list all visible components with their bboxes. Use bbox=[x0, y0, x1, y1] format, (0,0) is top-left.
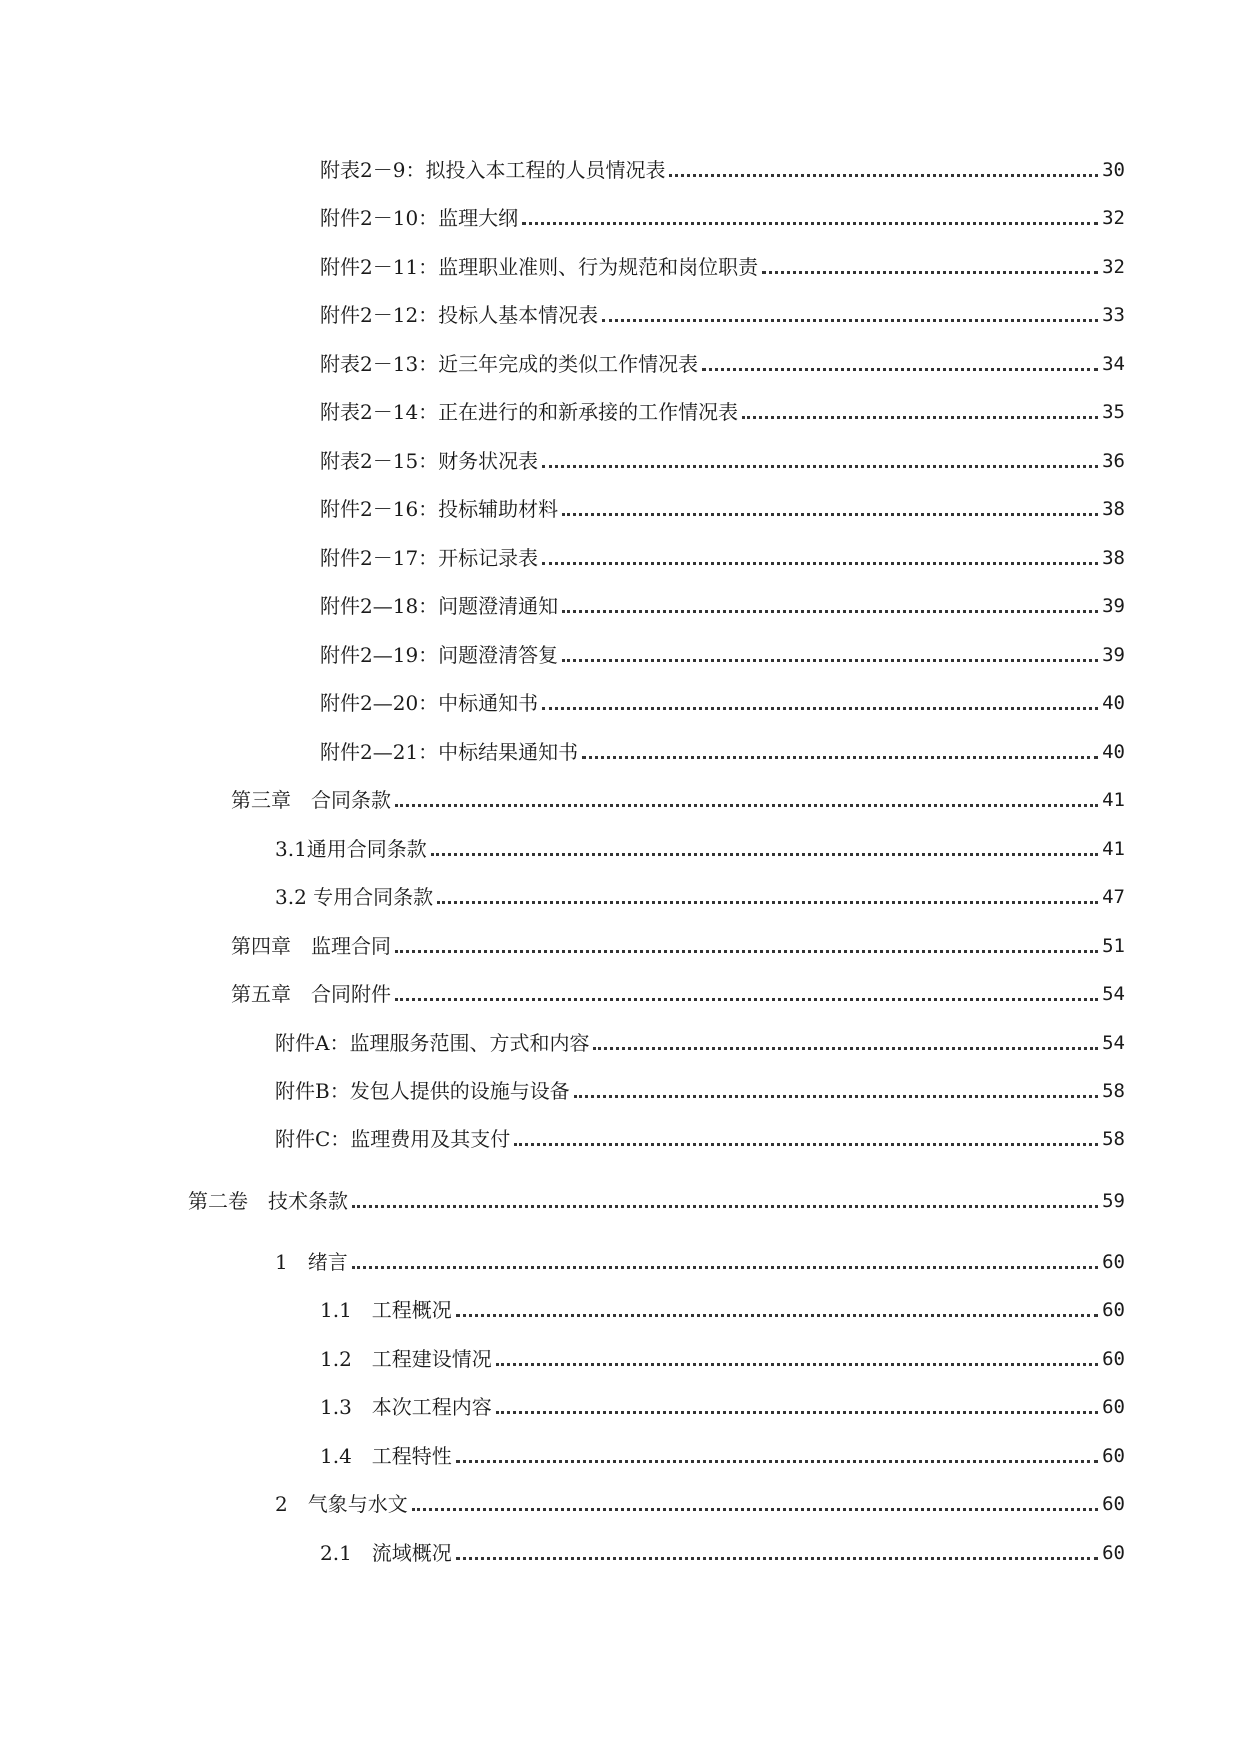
toc-entry-page: 58 bbox=[1102, 1128, 1125, 1150]
toc-entry-page: 59 bbox=[1102, 1190, 1125, 1212]
dot-leader bbox=[456, 1460, 1098, 1463]
dot-leader bbox=[395, 998, 1098, 1001]
toc-entry-title: 附件2－12：投标人基本情况表 bbox=[320, 303, 599, 327]
toc-entry-page: 60 bbox=[1102, 1445, 1125, 1467]
toc-entry-title: 附件2—19：问题澄清答复 bbox=[320, 643, 559, 667]
dot-leader bbox=[437, 901, 1098, 904]
toc-entry[interactable] bbox=[320, 1538, 1125, 1568]
dot-leader bbox=[352, 1205, 1098, 1208]
toc-entry-page: 51 bbox=[1102, 935, 1125, 957]
toc-entry[interactable] bbox=[275, 834, 1125, 864]
toc-entry[interactable] bbox=[320, 543, 1125, 573]
toc-entry[interactable] bbox=[320, 446, 1125, 476]
dot-leader bbox=[562, 659, 1098, 662]
toc-entry-title: 3.2 专用合同条款 bbox=[275, 885, 434, 909]
toc-entry[interactable] bbox=[320, 737, 1125, 767]
toc-entry-title: 附件2—21：中标结果通知书 bbox=[320, 740, 579, 764]
toc-entry[interactable] bbox=[320, 1441, 1125, 1471]
toc-entry-title: 1.1 工程概况 bbox=[320, 1298, 452, 1322]
toc-entry-title: 3.1通用合同条款 bbox=[275, 837, 427, 861]
toc-entry-title: 1.2 工程建设情况 bbox=[320, 1347, 492, 1371]
dot-leader bbox=[574, 1095, 1098, 1098]
toc-entry-title: 附件2－17：开标记录表 bbox=[320, 546, 539, 570]
toc-entry-page: 60 bbox=[1102, 1396, 1125, 1418]
dot-leader bbox=[352, 1266, 1098, 1269]
dot-leader bbox=[522, 222, 1098, 225]
toc-entry-page: 34 bbox=[1102, 353, 1125, 375]
toc-entry-title: 附件2－11：监理职业准则、行为规范和岗位职责 bbox=[320, 255, 759, 279]
dot-leader bbox=[496, 1363, 1098, 1366]
toc-entry-page: 38 bbox=[1102, 498, 1125, 520]
toc-entry-title: 第四章 监理合同 bbox=[231, 934, 391, 958]
dot-leader bbox=[562, 610, 1098, 613]
toc-entry[interactable] bbox=[320, 1344, 1125, 1374]
dot-leader bbox=[514, 1143, 1098, 1146]
toc-entry-title: 附表2－9：拟投入本工程的人员情况表 bbox=[320, 158, 666, 182]
toc-entry-title: 附表2－15：财务状况表 bbox=[320, 449, 539, 473]
toc-entry[interactable] bbox=[320, 1295, 1125, 1325]
toc-entry[interactable] bbox=[320, 688, 1125, 718]
toc-entry[interactable] bbox=[320, 591, 1125, 621]
toc-entry-title: 1 绪言 bbox=[275, 1250, 348, 1274]
toc-entry-page: 60 bbox=[1102, 1348, 1125, 1370]
toc-entry-page: 58 bbox=[1102, 1080, 1125, 1102]
dot-leader bbox=[395, 950, 1098, 953]
toc-entry-title: 附件2－10：监理大纲 bbox=[320, 206, 519, 230]
dot-leader bbox=[542, 465, 1098, 468]
toc-entry-page: 54 bbox=[1102, 1032, 1125, 1054]
toc-entry-page: 60 bbox=[1102, 1493, 1125, 1515]
toc-entry-page: 39 bbox=[1102, 595, 1125, 617]
toc-entry-title: 2 气象与水文 bbox=[275, 1492, 408, 1516]
toc-entry-page: 33 bbox=[1102, 304, 1125, 326]
toc-entry[interactable] bbox=[231, 931, 1125, 961]
toc-entry[interactable] bbox=[320, 203, 1125, 233]
toc-entry-title: 附件2－16：投标辅助材料 bbox=[320, 497, 559, 521]
toc-entry-title: 附件2—18：问题澄清通知 bbox=[320, 594, 559, 618]
toc-entry[interactable] bbox=[320, 1392, 1125, 1422]
toc-entry-page: 35 bbox=[1102, 401, 1125, 423]
toc-entry-page: 40 bbox=[1102, 741, 1125, 763]
toc-entry[interactable] bbox=[275, 1076, 1125, 1106]
toc-entry-title: 附件A：监理服务范围、方式和内容 bbox=[275, 1031, 590, 1055]
toc-entry-title: 1.4 工程特性 bbox=[320, 1444, 452, 1468]
dot-leader bbox=[582, 756, 1098, 759]
dot-leader bbox=[542, 707, 1098, 710]
dot-leader bbox=[456, 1557, 1098, 1560]
toc-entry[interactable] bbox=[231, 979, 1125, 1009]
dot-leader bbox=[542, 562, 1098, 565]
toc-entry-page: 36 bbox=[1102, 450, 1125, 472]
dot-leader bbox=[431, 853, 1098, 856]
toc-entry-page: 60 bbox=[1102, 1251, 1125, 1273]
dot-leader bbox=[412, 1508, 1098, 1511]
toc-entry-title: 附表2－14：正在进行的和新承接的工作情况表 bbox=[320, 400, 739, 424]
dot-leader bbox=[762, 271, 1098, 274]
toc-entry-title: 附件C：监理费用及其支付 bbox=[275, 1127, 511, 1151]
toc-entry-title: 附件B：发包人提供的设施与设备 bbox=[275, 1079, 570, 1103]
toc-entry-title: 附件2—20：中标通知书 bbox=[320, 691, 539, 715]
toc-entry-title: 2.1 流域概况 bbox=[320, 1541, 452, 1565]
toc-entry[interactable] bbox=[231, 785, 1125, 815]
toc-entry-page: 30 bbox=[1102, 159, 1125, 181]
toc-entry[interactable] bbox=[275, 1247, 1125, 1277]
toc-entry-page: 54 bbox=[1102, 983, 1125, 1005]
toc-entry-page: 32 bbox=[1102, 207, 1125, 229]
toc-entry-page: 41 bbox=[1102, 838, 1125, 860]
toc-entry-title: 第二卷 技术条款 bbox=[188, 1189, 348, 1213]
toc-entry[interactable] bbox=[320, 397, 1125, 427]
toc-entry[interactable] bbox=[188, 1186, 1125, 1216]
dot-leader bbox=[593, 1047, 1098, 1050]
dot-leader bbox=[395, 804, 1098, 807]
toc-entry-page: 39 bbox=[1102, 644, 1125, 666]
toc-entry-page: 41 bbox=[1102, 789, 1125, 811]
toc-entry[interactable] bbox=[275, 1028, 1125, 1058]
toc-entry-page: 60 bbox=[1102, 1542, 1125, 1564]
toc-entry-page: 47 bbox=[1102, 886, 1125, 908]
toc-entry-page: 60 bbox=[1102, 1299, 1125, 1321]
toc-entry[interactable] bbox=[320, 349, 1125, 379]
dot-leader bbox=[602, 319, 1098, 322]
toc-entry-title: 第三章 合同条款 bbox=[231, 788, 391, 812]
dot-leader bbox=[496, 1411, 1098, 1414]
toc-entry[interactable] bbox=[320, 494, 1125, 524]
dot-leader bbox=[742, 416, 1098, 419]
toc-entry-page: 40 bbox=[1102, 692, 1125, 714]
toc-entry-title: 1.3 本次工程内容 bbox=[320, 1395, 492, 1419]
toc-entry[interactable] bbox=[275, 882, 1125, 912]
dot-leader bbox=[456, 1314, 1098, 1317]
toc-entry-page: 38 bbox=[1102, 547, 1125, 569]
toc-entry[interactable] bbox=[275, 1124, 1125, 1154]
toc-entry-page: 32 bbox=[1102, 256, 1125, 278]
dot-leader bbox=[562, 513, 1098, 516]
toc-entry[interactable] bbox=[320, 300, 1125, 330]
dot-leader bbox=[669, 174, 1098, 177]
toc-entry-title: 附表2－13：近三年完成的类似工作情况表 bbox=[320, 352, 699, 376]
toc-entry-title: 第五章 合同附件 bbox=[231, 982, 391, 1006]
toc-entry[interactable] bbox=[320, 155, 1125, 185]
toc-entry[interactable] bbox=[320, 252, 1125, 282]
toc-entry[interactable] bbox=[320, 640, 1125, 670]
dot-leader bbox=[702, 368, 1098, 371]
toc-entry[interactable] bbox=[275, 1489, 1125, 1519]
